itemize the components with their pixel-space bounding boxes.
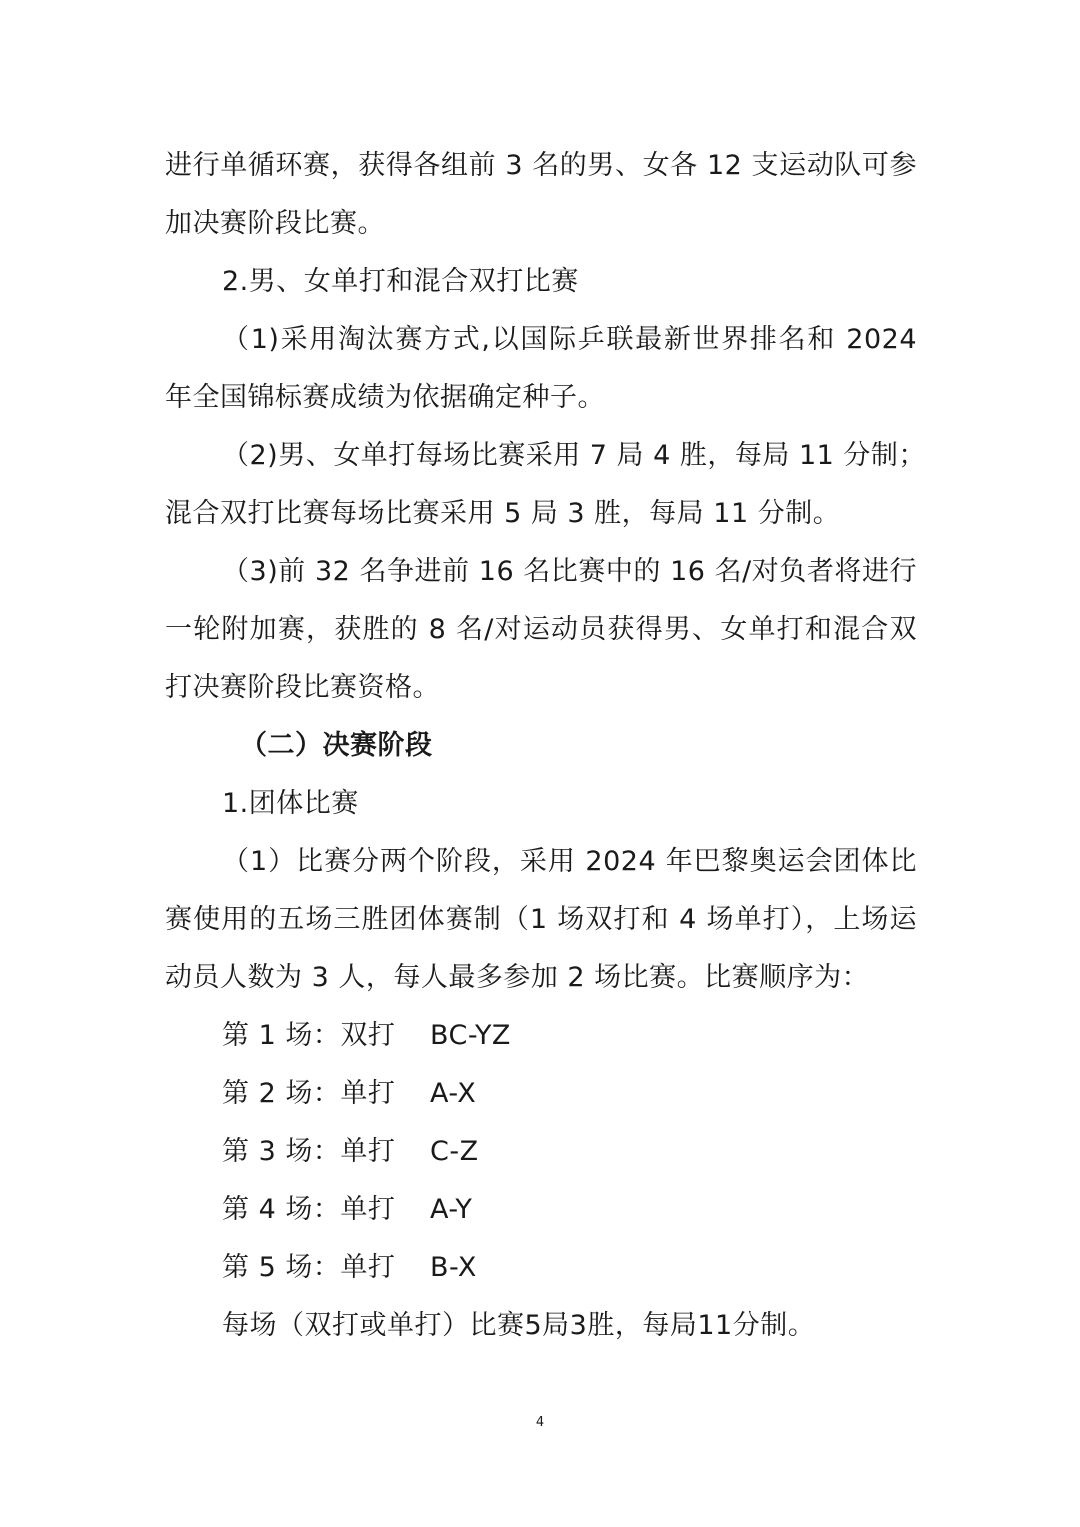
body-text-line: 打决赛阶段比赛资格。 xyxy=(165,672,440,703)
match-label: 第 5 场：单打 xyxy=(222,1252,396,1283)
match-pairing: BC-YZ xyxy=(430,1020,511,1051)
match-order-item xyxy=(222,1196,472,1223)
match-label: 第 1 场：双打 xyxy=(222,1020,396,1051)
match-pairing: B-X xyxy=(430,1252,477,1283)
closing-text: 每场（双打或单打）比赛5局3胜，每局11分制。 xyxy=(222,1310,816,1341)
match-pairing: A-X xyxy=(430,1078,477,1109)
page-number: 4 xyxy=(535,1415,545,1430)
match-pairing: A-Y xyxy=(430,1194,473,1225)
body-text-line: 加决赛阶段比赛。 xyxy=(165,208,385,239)
section-title: 2.男、女单打和混合双打比赛 xyxy=(222,266,579,297)
body-text-line: （2)男、女单打每场比赛采用 7 局 4 胜，每局 11 分制； xyxy=(222,440,926,471)
match-order-item xyxy=(222,1022,511,1049)
section-title: 1.团体比赛 xyxy=(222,788,359,819)
body-text-line: 进行单循环赛，获得各组前 3 名的男、女各 12 支运动队可参 xyxy=(165,150,917,181)
match-order-item xyxy=(222,1254,477,1281)
match-order-item xyxy=(222,1080,476,1107)
body-text-line: 一轮附加赛，获胜的 8 名/对运动员获得男、女单打和混合双 xyxy=(165,614,917,645)
match-label: 第 4 场：单打 xyxy=(222,1194,396,1225)
body-text-line: （1)采用淘汰赛方式,以国际乒联最新世界排名和 2024 xyxy=(222,324,917,355)
section-heading: （二）决赛阶段 xyxy=(240,730,433,761)
body-text-line: 混合双打比赛每场比赛采用 5 局 3 胜，每局 11 分制。 xyxy=(165,498,841,529)
match-order-item xyxy=(222,1138,479,1165)
body-text-line: 动员人数为 3 人，每人最多参加 2 场比赛。比赛顺序为： xyxy=(165,962,870,993)
body-text-line: （1）比赛分两个阶段，采用 2024 年巴黎奥运会团体比 xyxy=(222,846,917,877)
body-text-line: 赛使用的五场三胜团体赛制（1 场双打和 4 场单打），上场运 xyxy=(165,904,917,935)
match-label: 第 3 场：单打 xyxy=(222,1136,396,1167)
match-pairing: C-Z xyxy=(430,1136,479,1167)
body-text-line: 年全国锦标赛成绩为依据确定种子。 xyxy=(165,382,605,413)
match-label: 第 2 场：单打 xyxy=(222,1078,396,1109)
body-text-line: （3)前 32 名争进前 16 名比赛中的 16 名/对负者将进行 xyxy=(222,556,917,587)
